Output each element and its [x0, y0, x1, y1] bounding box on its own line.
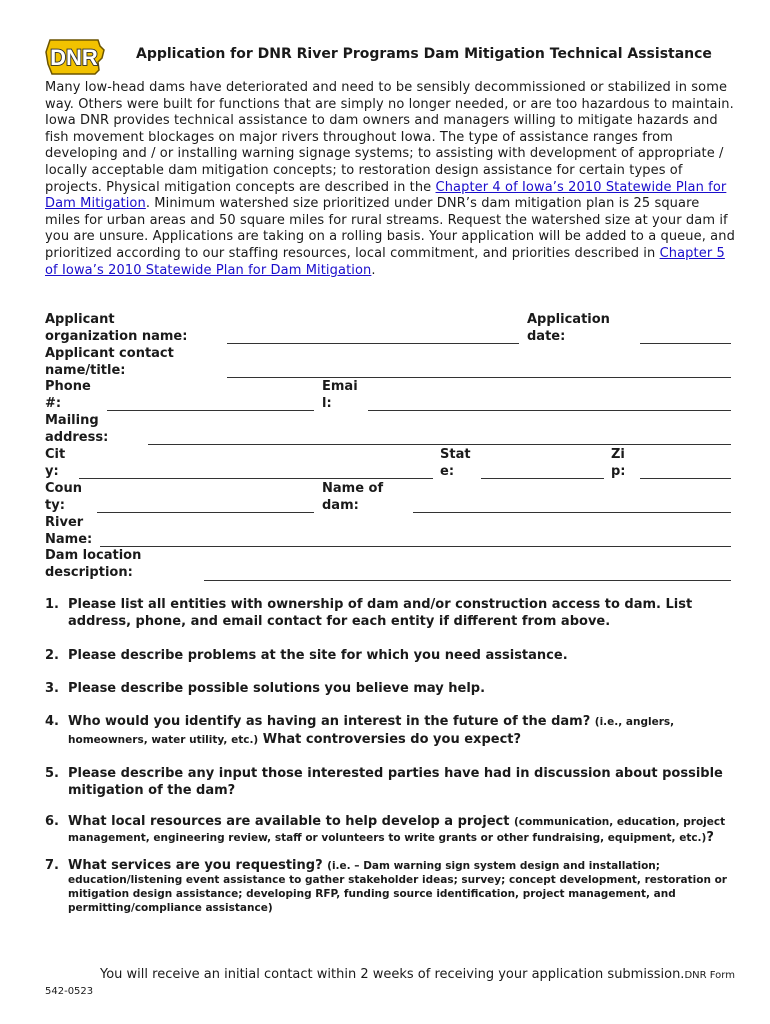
phone-field[interactable]: [107, 410, 314, 411]
county-field[interactable]: [97, 512, 314, 513]
page-title: Application for DNR River Programs Dam Mitigation Technical Assistance: [136, 46, 712, 62]
dnr-logo: [44, 34, 106, 78]
mailing-address-label: Mailing address:: [45, 413, 109, 445]
email-field[interactable]: [368, 410, 731, 411]
city-field[interactable]: [79, 478, 433, 479]
question-item: 5. Please describe any input those interested parties have had in discussion about possible mitigation of the dam?: [45, 766, 723, 798]
zip-field[interactable]: [640, 478, 731, 479]
org-name-label: Applicant organization name:: [45, 312, 188, 344]
question-item: 4. Who would you identify as having an interest in the future of the dam? (i.e., anglers, homeowners, water utility, etc.) What controversies do you expect?: [45, 714, 675, 747]
chapter-5-link[interactable]: Chapter 5 of Iowa’s 2010 Statewide Plan for Dam Mitigation: [45, 245, 725, 278]
state-field[interactable]: [481, 478, 604, 479]
question-item: 6. What local resources are available to help develop a project (communication, education, project management, engineering review, staff or volunteers to write grants or other fundraising, equipment, etc.)?: [45, 814, 726, 845]
iowa-map-icon: [44, 34, 106, 78]
question-item: 1. Please list all entities with ownership of dam and/or construction access to dam. List address, phone, and email contact for each entity if different from above.: [45, 597, 693, 629]
chapter-4-link[interactable]: Chapter 4 of Iowa’s 2010 Statewide Plan for Dam Mitigation: [45, 179, 727, 212]
application-date-field[interactable]: [640, 343, 731, 344]
questions-list: [45, 596, 735, 915]
logo-text: DNR: [50, 45, 98, 70]
zip-label: Zi p:: [611, 447, 626, 479]
mailing-address-field[interactable]: [148, 444, 731, 445]
river-name-field[interactable]: [100, 546, 731, 547]
application-date-label: Application date:: [527, 312, 610, 344]
dam-location-label: Dam location description:: [45, 548, 142, 580]
question-item: 2. Please describe problems at the site for which you need assistance.: [45, 648, 568, 663]
river-name-label: River Name:: [45, 515, 93, 547]
state-label: Stat e:: [440, 447, 471, 479]
county-label: Coun ty:: [45, 481, 82, 513]
intro-paragraph: [45, 80, 735, 279]
intro-text-2: . Minimum watershed size prioritized under DNR’s dam mitigation plan is 25 square miles for urban areas and 50 square miles for rural streams. Request the watershed size at your dam if you are unsure. Applications are taking on a rolling basis. Your application will be added to a queue, and prioritized according to our staffing resources, local commitment, and priorities described in: [45, 196, 735, 261]
city-label: Cit y:: [45, 447, 66, 479]
question-item: 3. Please describe possible solutions you believe may help.: [45, 681, 486, 696]
phone-label: Phone #:: [45, 379, 91, 411]
form-code: 542-0523: [45, 986, 94, 997]
dam-name-label: Name of dam:: [322, 481, 384, 513]
dam-name-field[interactable]: [413, 512, 731, 513]
intro-text-3: .: [371, 262, 376, 278]
dam-location-field[interactable]: [204, 580, 731, 581]
question-item: 7. What services are you requesting? (i.e. – Dam warning sign system design and installation; education/listening event assistance to gather stakeholder ideas; survey; concept development, restoration or mitigation design assistance; developing RFP, funding source identification, project management, and permitting/compliance assistance): [45, 858, 727, 914]
email-label: Emai l:: [322, 379, 358, 411]
contact-name-field[interactable]: [227, 377, 731, 378]
form-label: DNR Form: [684, 970, 735, 981]
contact-name-label: Applicant contact name/title:: [45, 346, 174, 378]
org-name-field[interactable]: [227, 343, 519, 344]
footer-note: You will receive an initial contact within 2 weeks of receiving your application submission.DNR Form: [100, 967, 735, 982]
intro-text-1: Many low-head dams have deteriorated and need to be sensibly decommissioned or stabilized in some way. Others were built for functions that are simply no longer needed, or are too hazardous to maintain. Iowa DNR provides technical assistance to dam owners and managers willing to mitigate hazards and fish movement blockages on major rivers throughout Iowa. The type of assistance ranges from developing and / or installing warning signage systems; to assisting with development of appropriate / locally acceptable dam mitigation concepts; to restoration design assistance for certain types of projects. Physical mitigation concepts are described in the: [45, 80, 734, 195]
